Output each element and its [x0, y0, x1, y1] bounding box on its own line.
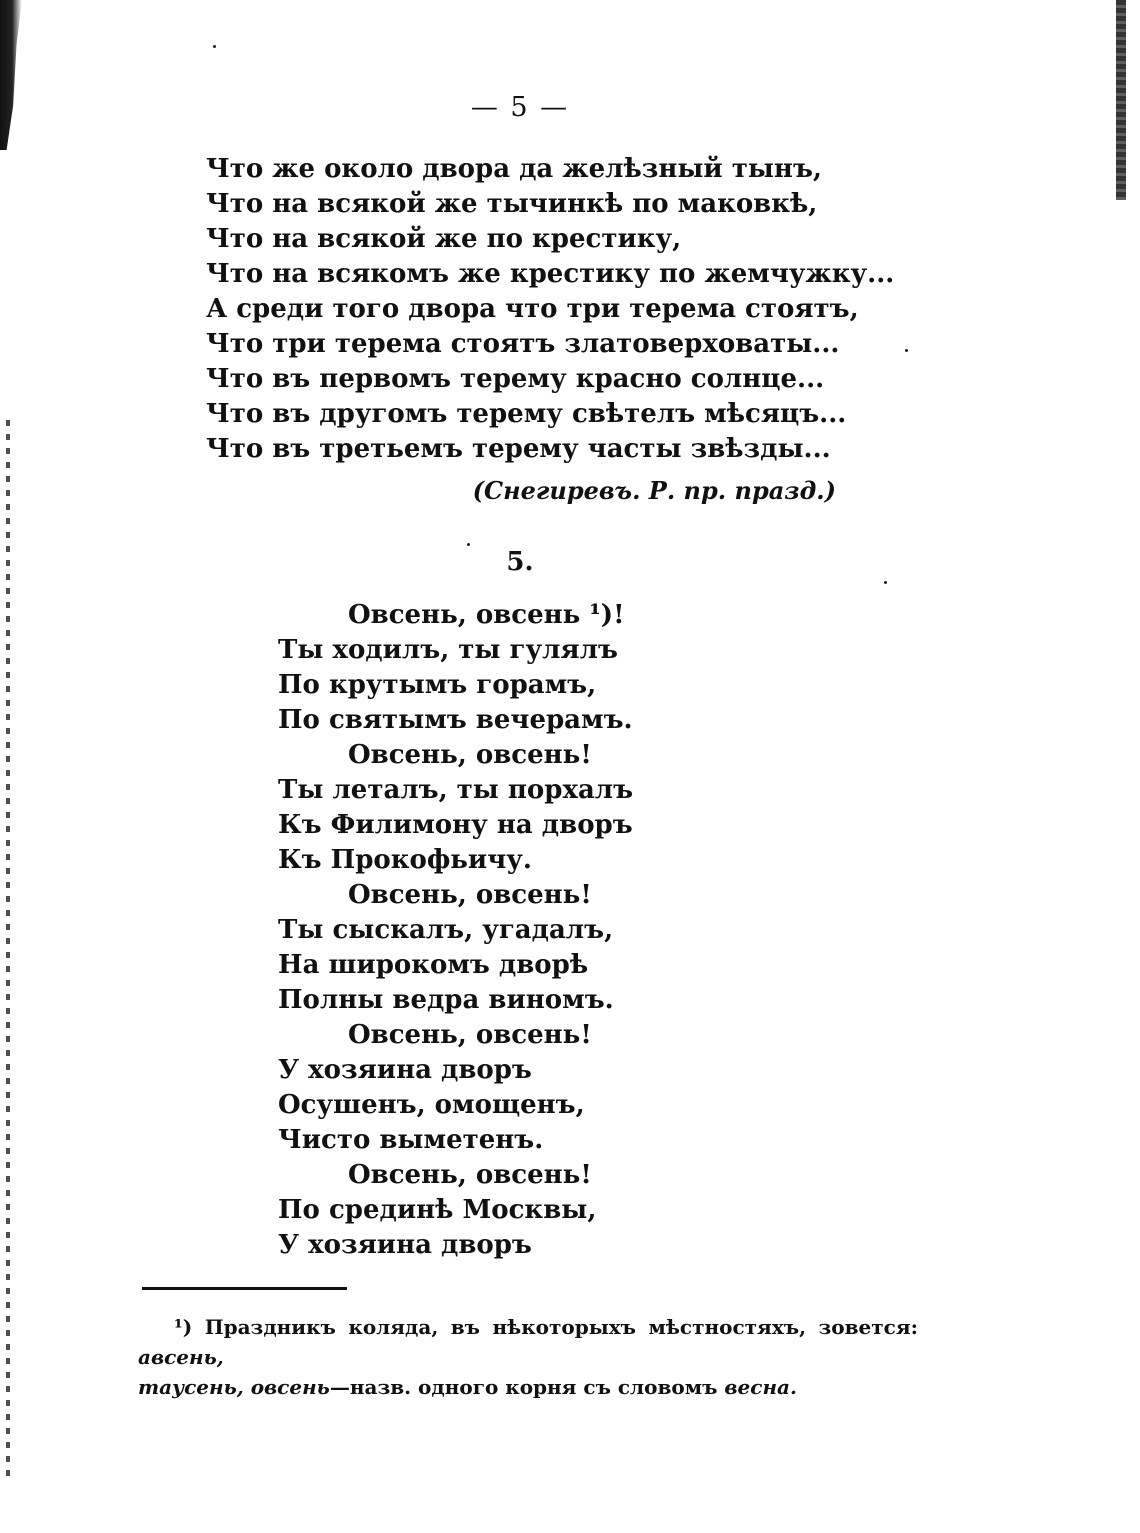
verse-block-2 [278, 598, 633, 1263]
refrain-line: Овсень, овсень! [348, 1160, 592, 1190]
refrain-line: Овсень, овсень! [348, 1020, 592, 1050]
footnote-term: авсень, [138, 1345, 224, 1369]
scan-speck [213, 45, 216, 48]
footnote-text: —назв. одного корня съ словомъ [329, 1375, 718, 1399]
scan-speck [467, 543, 470, 546]
verse-line: Осушенъ, омощенъ, [278, 1090, 585, 1120]
verse-line: Ты сыскалъ, угадалъ, [278, 915, 614, 945]
scan-speck [884, 581, 887, 584]
footnote-term: весна. [724, 1375, 797, 1399]
verse-line: Что на всякой же тычинкѣ по маковкѣ, [206, 189, 818, 219]
footnote-line-2 [138, 1375, 797, 1399]
verse-line: Полны ведра виномъ. [278, 985, 614, 1015]
verse-line: Чисто выметенъ. [278, 1125, 544, 1155]
footnote [138, 1312, 918, 1402]
page-number: — 5 — [470, 92, 570, 123]
verse-line: Что въ другомъ терему свѣтелъ мѣсяцъ... [206, 399, 847, 429]
footnote-rule [142, 1287, 347, 1290]
verse-line: Что на всякой же по крестику, [206, 224, 682, 254]
section-number: 5. [506, 547, 534, 577]
footnote-marker: ¹) [174, 1315, 193, 1339]
scan-speck [905, 349, 908, 352]
verse-line: Къ Филимону на дворъ [278, 810, 633, 840]
verse-line: Что же около двора да желѣзный тынъ, [206, 154, 822, 184]
verse-line: Къ Прокофьичу. [278, 845, 532, 875]
verse-line: Что въ первомъ терему красно солнце... [206, 364, 825, 394]
verse-line: Ты ходилъ, ты гулялъ [278, 635, 618, 665]
verse-line: По крутымъ горамъ, [278, 670, 597, 700]
verse-line: А среди того двора что три терема стоятъ, [206, 294, 859, 324]
refrain-line: Овсень, овсень! [348, 880, 592, 910]
verse-line: У хозяина дворъ [278, 1230, 532, 1260]
verse-block-1 [206, 152, 894, 467]
verse-line: По святымъ вечерамъ. [278, 705, 633, 735]
scan-edge-left [0, 0, 22, 150]
footnote-term: таусень, [138, 1375, 244, 1399]
refrain-line: Овсень, овсень! [348, 740, 592, 770]
footnote-term: овсень [250, 1375, 330, 1399]
footnote-line-1 [138, 1312, 918, 1372]
scan-edge-left-tail [6, 420, 10, 1480]
scan-edge-right [1116, 0, 1126, 200]
verse-line: Что въ третьемъ терему часты звѣзды... [206, 434, 831, 464]
footnote-text: Праздникъ коляда, въ нѣкоторыхъ мѣстностяхъ, зовется: [204, 1315, 918, 1339]
verse-line: Ты леталъ, ты порхалъ [278, 775, 634, 805]
verse-line: По срединѣ Москвы, [278, 1195, 597, 1225]
verse-line: У хозяина дворъ [278, 1055, 532, 1085]
verse-line: Что три терема стоятъ златоверховаты... [206, 329, 840, 359]
verse-line: Что на всякомъ же крестику по жемчужку... [206, 259, 895, 289]
verse-line: На широкомъ дворѣ [278, 950, 589, 980]
refrain-line: Овсень, овсень ¹)! [348, 600, 625, 630]
citation: (Снегиревъ. Р. пр. празд.) [472, 476, 836, 505]
